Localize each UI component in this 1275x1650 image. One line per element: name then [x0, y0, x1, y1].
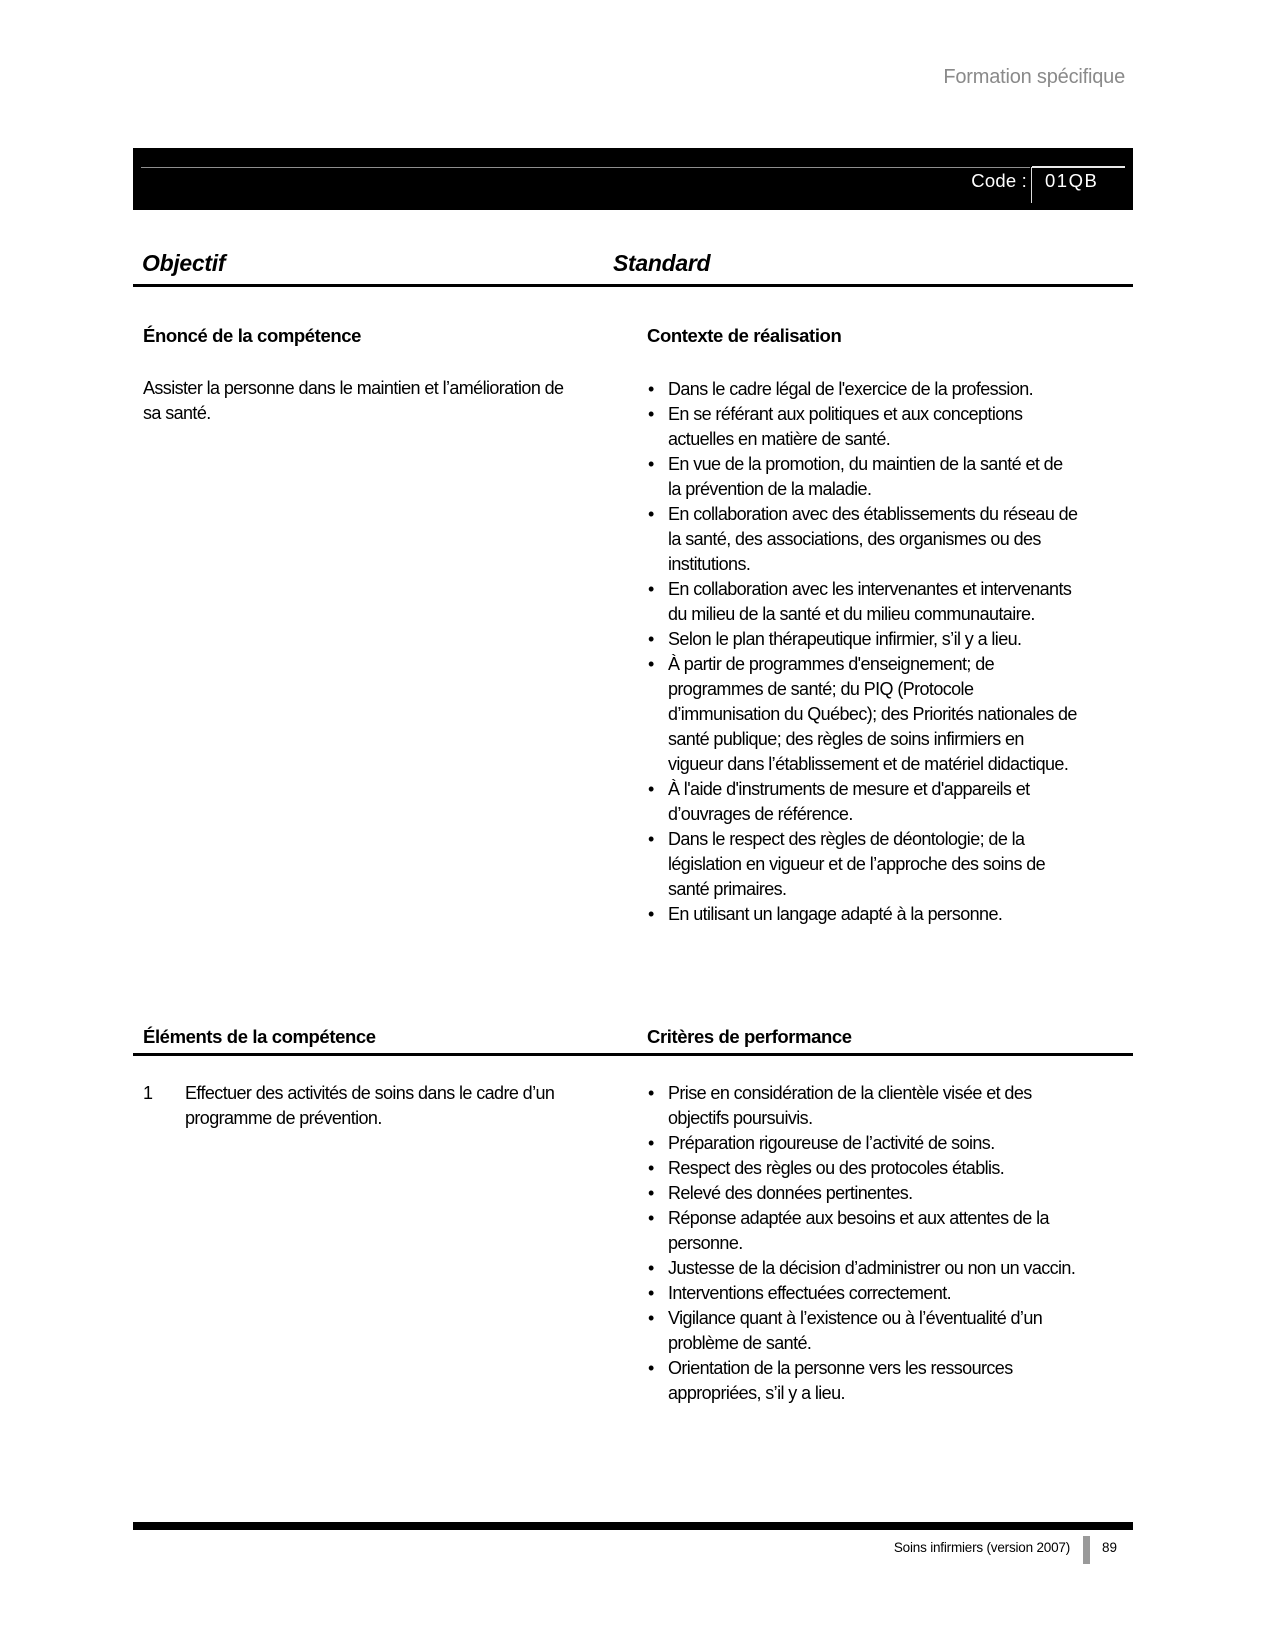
- running-head: Formation spécifique: [943, 66, 1125, 88]
- bullet-text: Respect des règles ou des protocoles établis.: [668, 1158, 1005, 1178]
- footer-accent-bar: [1083, 1536, 1090, 1564]
- bullet-text: Relevé des données pertinentes.: [668, 1183, 913, 1203]
- criteres-bullet-list: [647, 1081, 1078, 1406]
- heading-elements-competence: Éléments de la compétence: [143, 1026, 376, 1047]
- bullet-item: [647, 652, 1078, 777]
- heading-enonce-competence: Énoncé de la compétence: [143, 325, 362, 346]
- bullet-text: Interventions effectuées correctement.: [668, 1283, 952, 1303]
- bullet-item: [647, 627, 1078, 652]
- bullet-item: [647, 1181, 1078, 1206]
- bullet-item: [647, 1131, 1078, 1156]
- footer-rule: [133, 1522, 1133, 1530]
- elements-list: [143, 1081, 588, 1131]
- footer-doc-label: Soins infirmiers (version 2007): [893, 1540, 1070, 1555]
- bullet-item: [647, 1281, 1078, 1306]
- bullet-item: [647, 1206, 1078, 1256]
- competence-statement: Assister la personne dans le maintien et l’amélioration de sa santé.: [143, 378, 564, 423]
- bullet-text: En collaboration avec des établissements du réseau de la santé, des associations, des organismes ou des institutions.: [668, 504, 1078, 574]
- contexte-bullet-list: [647, 377, 1078, 927]
- bullet-text: Prise en considération de la clientèle visée et des objectifs poursuivis.: [668, 1083, 1032, 1128]
- code-header-bar: [133, 148, 1133, 210]
- code-cell-overline: [1032, 166, 1125, 168]
- bullet-item: [647, 452, 1078, 502]
- bullet-item: [647, 1256, 1078, 1281]
- bullet-item: [647, 777, 1078, 827]
- bullet-item: [647, 1306, 1078, 1356]
- element-item: [143, 1081, 588, 1131]
- column-title-rule: [133, 284, 1133, 287]
- bullet-item: [647, 577, 1078, 627]
- code-label: Code :: [971, 170, 1027, 191]
- bullet-text: En collaboration avec les intervenantes et intervenants du milieu de la santé et du milieu communautaire.: [668, 579, 1072, 624]
- bullet-text: À partir de programmes d'enseignement; de programmes de santé; du PIQ (Protocole d’immunisation du Québec); des Priorités nationales de santé publique; des règles de soins infirmiers en vigueur dans l’établissement et de matériel didactique.: [668, 654, 1077, 774]
- column-title-standard: Standard: [613, 250, 711, 276]
- heading-contexte-realisation: Contexte de réalisation: [647, 325, 842, 346]
- heading-criteres-performance: Critères de performance: [647, 1026, 852, 1047]
- bullet-item: [647, 377, 1078, 402]
- bullet-text: Selon le plan thérapeutique infirmier, s’il y a lieu.: [668, 629, 1022, 649]
- bullet-text: En se référant aux politiques et aux conceptions actuelles en matière de santé.: [668, 404, 1023, 449]
- bar-divider-line: [141, 167, 1030, 168]
- bullet-item: [647, 1356, 1078, 1406]
- bullet-text: Préparation rigoureuse de l’activité de soins.: [668, 1133, 995, 1153]
- bullet-text: Vigilance quant à l’existence ou à l’éventualité d’un problème de santé.: [668, 1308, 1043, 1353]
- bullet-text: Justesse de la décision d’administrer ou non un vaccin.: [668, 1258, 1076, 1278]
- bullet-text: Orientation de la personne vers les ressources appropriées, s’il y a lieu.: [668, 1358, 1013, 1403]
- bullet-text: Dans le respect des règles de déontologie; de la législation en vigueur et de l’approche des soins de santé primaires.: [668, 829, 1046, 899]
- page-number: 89: [1102, 1540, 1118, 1555]
- bullet-text: Dans le cadre légal de l'exercice de la profession.: [668, 379, 1034, 399]
- bullet-item: [647, 902, 1078, 927]
- bullet-item: [647, 1156, 1078, 1181]
- bullet-text: À l'aide d'instruments de mesure et d'appareils et d’ouvrages de référence.: [668, 779, 1030, 824]
- element-text: Effectuer des activités de soins dans le cadre d’un programme de prévention.: [185, 1083, 555, 1128]
- section-heading-rule: [133, 1053, 1133, 1056]
- code-cell-separator: [1031, 167, 1032, 203]
- bullet-text: En utilisant un langage adapté à la personne.: [668, 904, 1003, 924]
- code-value: 01QB: [1045, 170, 1099, 191]
- column-title-objectif: Objectif: [142, 250, 226, 276]
- bullet-text: En vue de la promotion, du maintien de la santé et de la prévention de la maladie.: [668, 454, 1063, 499]
- bullet-item: [647, 502, 1078, 577]
- bullet-item: [647, 1081, 1078, 1131]
- element-number: 1: [143, 1083, 153, 1103]
- bullet-item: [647, 827, 1078, 902]
- bullet-text: Réponse adaptée aux besoins et aux attentes de la personne.: [668, 1208, 1049, 1253]
- bullet-item: [647, 402, 1078, 452]
